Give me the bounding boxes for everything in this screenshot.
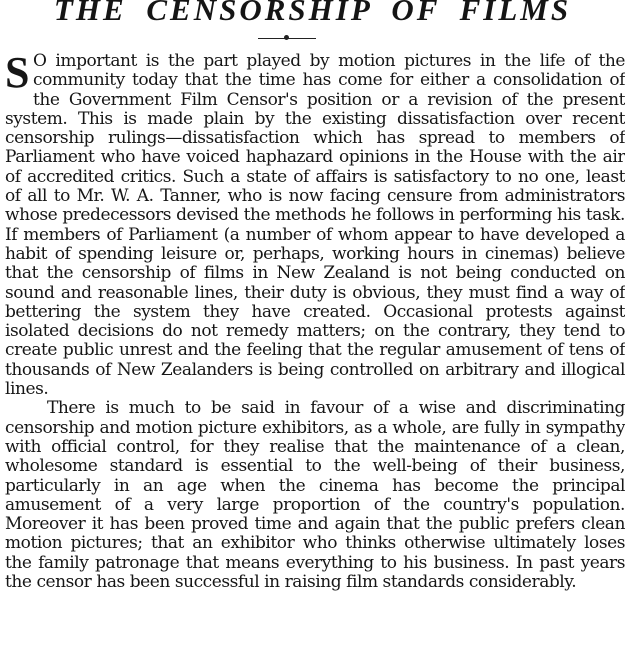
drop-cap: S <box>5 48 30 97</box>
article-paragraph-1 <box>5 48 625 400</box>
paragraph-1-text: O important is the part played by motion pictures in the life of the community today that the time has come for either a consolidation of the Government Film Censor's position or a revision of the present system. This is made plain by the existing dissatisfaction over recent censorship rulings—dissatisfaction which has spread to members of Parliament who have voiced haphazard opinions in the House with the air of accredited critics. Such a state of affairs is satisfactory to no one, least of all to Mr. W. A. Tanner, who is now facing censure from administrators whose predecessors devised the methods he follows in performing his task. If members of Parliament (a number of whom appear to have developed a habit of spending leisure or, perhaps, working hours in cinemas) believe that the censorship of films in New Zealand is not being conducted on sound and reasonable lines, their duty is obvious, they must find a way of bettering the system they have created. Occasional protests against isolated decisions do not remedy matters; on the contrary, they tend to create public unrest and the feeling that the regular amusement of tens of thousands of New Zealanders is being controlled on arbitrary and illogical lines. <box>5 51 625 400</box>
headline-rule-ornament <box>284 35 289 40</box>
article-paragraph-2: There is much to be said in favour of a wise and discriminating censorship and motion picture exhibitors, as a whole, are fully in sympathy with official control, for they realise that the maintenance of a clean, wholesome standard is essential to the well-being of their business, particularly in an age when the cinema has become the principal amusement of a very large proportion of the country's population. Moreover it has been proved time and again that the public prefers clean motion pictures; that an exhibitor who thinks otherwise ultimately loses the family patronage that means everything to his business. In past years the censor has been successful in raising film standards considerably. <box>5 398 625 593</box>
article-body <box>5 48 625 593</box>
article-headline: THE CENSORSHIP OF FILMS <box>53 0 572 27</box>
